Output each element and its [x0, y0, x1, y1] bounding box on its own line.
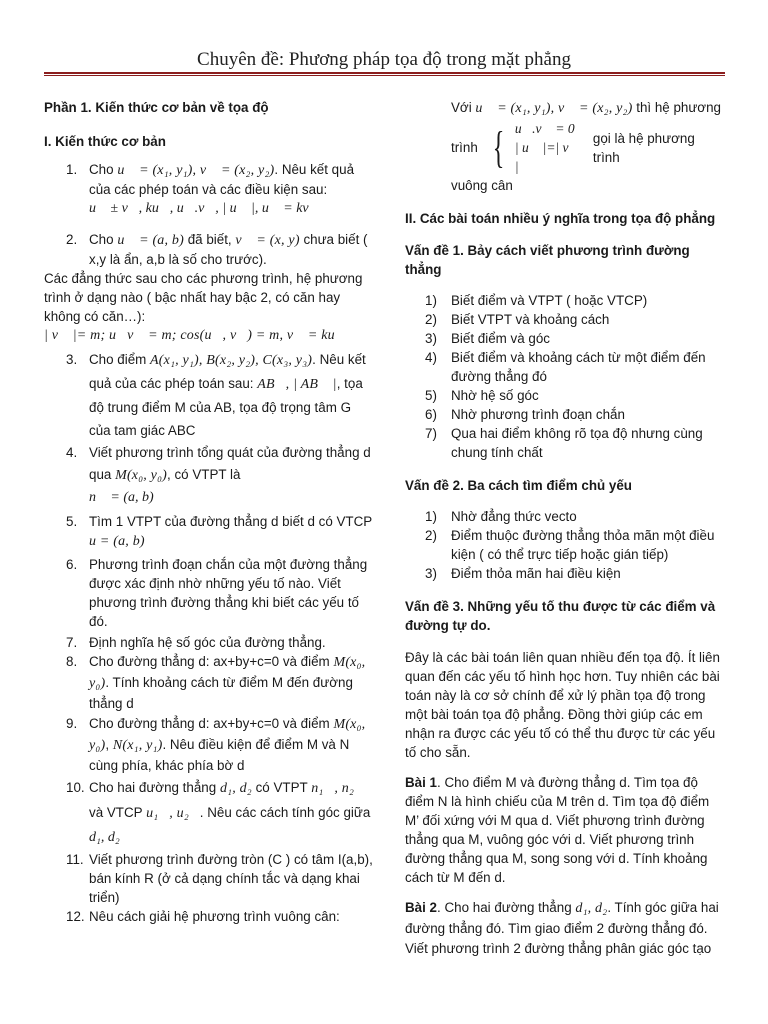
math-expression: n₁⃗, n₂⃗: [311, 781, 365, 796]
item-text: Cho điểm: [89, 352, 147, 367]
item-text: Điểm thuộc đường thẳng thỏa mãn một điều kiện ( có thể trực tiếp hoặc gián tiếp): [451, 528, 715, 562]
item-number: 8.: [66, 654, 78, 669]
math-expression: N(x₁, y₁): [112, 738, 163, 753]
item-text: Cho đường thẳng d: ax+by+c=0 và điểm: [89, 716, 330, 731]
item-text: . Nêu kết quả của các phép toán và các điều kiện sau:: [89, 162, 355, 197]
item-number: 3): [425, 331, 437, 346]
item-text: , tọa độ trung điểm M của AB, tọa độ trọng tâm G của tam giác ABC: [89, 376, 363, 438]
item-text: chưa biết ( x,y là ẩn, a,b là số cho trước).: [89, 232, 368, 267]
item-number: 4): [425, 350, 437, 365]
item-text: Cho hai đường thẳng: [89, 780, 217, 795]
item-text: . Nêu kết quả của các phép toán sau:: [89, 352, 366, 391]
item-text: Phương trình đoạn chắn của một đường thẳng được xác định nhờ những yếu tố nào. Viết phương trình đường thẳng khi biết các yếu tố đó.: [89, 557, 368, 629]
math-expression: d₁, d₂: [89, 830, 120, 845]
list-item: [44, 230, 374, 269]
item-text: Tìm 1 VTPT của đường thẳng d biết d có VTCP: [89, 514, 372, 529]
item-number: 12.: [66, 909, 85, 924]
list-item: [405, 329, 723, 348]
section1-title: I. Kiến thức cơ bản: [44, 134, 166, 149]
item-text: Viết phương trình tổng quát của đường thẳng d qua: [89, 445, 371, 482]
basic-knowledge-list: [44, 160, 374, 269]
item-number: 5): [425, 388, 437, 403]
list-item: [405, 507, 723, 526]
item-text: Biết điểm và khoảng cách từ một điểm đến đường thẳng đó: [451, 350, 706, 384]
list-item: [44, 850, 374, 907]
list-item: [405, 386, 723, 405]
item-number: 3): [425, 566, 437, 581]
item-number: 1.: [66, 162, 78, 177]
math-expression: u⃗ = (x₁, y₁), v⃗ = (x₂, y₂): [117, 163, 275, 178]
list-item: [44, 907, 374, 926]
item-text: . Nêu các cách tính góc giữa: [199, 805, 371, 820]
list-item: [405, 526, 723, 564]
list-item: [405, 310, 723, 329]
math-expression: u⃗ = (a, b): [117, 233, 184, 248]
exercise-text: . Cho hai đường thẳng: [437, 900, 572, 915]
item-text: Nhờ phương trình đoạn chắn: [451, 407, 625, 422]
issue2-list: [405, 507, 723, 583]
system-intro: [405, 98, 723, 195]
issue1-list: [405, 291, 723, 462]
exercise-text: . Tính góc giữa hai đường thẳng đó. Tìm giao điểm 2 đường thẳng đó. Viết phương trình 2 đường thẳng phân giác góc tạo: [405, 900, 719, 956]
item-number: 5.: [66, 514, 78, 529]
item-number: 1): [425, 293, 437, 308]
item-text: Nêu cách giải hệ phương trình vuông cân:: [89, 909, 340, 924]
list-item: [405, 348, 723, 386]
exercise-label: Bài 2: [405, 900, 438, 915]
item-number: 7.: [66, 635, 78, 650]
item-text: và VTCP: [89, 805, 143, 820]
list-item: [44, 348, 374, 442]
equation-system: [451, 119, 723, 176]
list-item: [44, 160, 374, 218]
left-column: [44, 98, 374, 926]
header-divider: [44, 72, 725, 76]
exercise-1: [405, 773, 723, 887]
list-item: [44, 652, 374, 714]
math-expression: u⃗ = (x₁, y₁), v⃗ = (x₂, y₂): [475, 101, 633, 116]
item-text: , có VTPT là: [167, 467, 241, 482]
item-number: 7): [425, 426, 437, 441]
math-expression: AB⃗, | AB⃗ |: [257, 377, 337, 392]
math-expression: A(x₁, y₁), B(x₂, y₂), C(x₃, y₃): [150, 353, 313, 368]
item-text: Biết điểm và góc: [451, 331, 550, 346]
item-text: . Tính khoảng cách từ điểm M đến đường thẳng d: [89, 675, 353, 711]
exercise-2: [405, 898, 723, 959]
math-expression: M(x₀, y₀): [89, 717, 366, 753]
basic-knowledge-list-cont: [44, 348, 374, 926]
item-number: 4.: [66, 445, 78, 460]
brace-symbol: {: [492, 122, 505, 172]
item-text: Với: [451, 100, 472, 115]
item-number: 6): [425, 407, 437, 422]
page-header-title: Chuyên đề: Phương pháp tọa độ trong mặt phẳng: [197, 49, 571, 70]
system-line: | u⃗ |=| v⃗ |: [514, 140, 580, 174]
item-number: 2.: [66, 232, 78, 247]
item-number: 6.: [66, 557, 78, 572]
item-text: Cho: [89, 232, 114, 247]
item-number: 9.: [66, 716, 78, 731]
math-expression: d₁, d₂: [219, 781, 252, 796]
right-column: [405, 98, 723, 959]
item-text: Định nghĩa hệ số góc của đường thẳng.: [89, 635, 326, 650]
item-text: Cho đường thẳng d: ax+by+c=0 và điểm: [89, 654, 330, 669]
list-item: [405, 405, 723, 424]
item-text: có VTPT: [255, 780, 308, 795]
item-text: trình: [451, 140, 478, 155]
item-text: vuông cân: [451, 178, 513, 193]
list-item: [44, 714, 374, 776]
item-text: Biết VTPT và khoảng cách: [451, 312, 610, 327]
item-number: 11.: [66, 852, 84, 867]
list-item: [405, 564, 723, 583]
math-expression: u = (a, b): [89, 534, 145, 549]
issue3-title: Vấn đề 3. Những yếu tố thu được từ các điểm và đường tự do.: [405, 599, 716, 633]
math-expression: u⃗ ± v⃗, ku⃗, u⃗.v⃗, | u⃗ |, u⃗ = kv⃗: [89, 201, 320, 216]
math-expression: M(x₀, y₀): [115, 468, 168, 483]
item-text: Nhờ hệ số góc: [451, 388, 539, 403]
item-number: 10.: [66, 780, 85, 795]
item-number: 2): [425, 312, 437, 327]
issue1-title: Vấn đề 1. Bảy cách viết phương trình đường thẳng: [405, 243, 690, 277]
item-number: 1): [425, 509, 437, 524]
math-expression: | v⃗ |= m; u⃗v⃗ = m; cos(u⃗, v⃗) = m, v⃗ = ku⃗: [44, 328, 346, 343]
item-text: . Nêu điều kiện để điểm M và N cùng phía, khác phía bờ d: [89, 737, 350, 773]
system-lines: [515, 119, 585, 176]
math-expression: M(x₀, y₀): [89, 655, 366, 691]
issue2-title: Vấn đề 2. Ba cách tìm điểm chủ yếu: [405, 478, 632, 493]
item-text: Viết phương trình đường tròn (C ) có tâm I(a,b), bán kính R (ở cả dạng chính tắc và dạng khai triển): [89, 852, 373, 905]
math-expression: u₁⃗, u₂⃗: [146, 806, 200, 821]
item-text: Nhờ đẳng thức vecto: [451, 509, 577, 524]
exercise-text: . Cho điểm M và đường thẳng d. Tìm tọa độ điểm N là hình chiếu của M trên d. Tìm tọa độ điểm M’ đối xứng với M qua d. Viết phương trình đường thẳng qua M, vuông góc với d. Viết phương trình đường thẳng qua M, song song với d. Tính khoảng cách từ M đến d.: [405, 775, 710, 885]
item-text: thì hệ phương: [636, 100, 721, 115]
item-text: đã biết,: [187, 232, 232, 247]
issue3-paragraph: Đây là các bài toán liên quan nhiều đến tọa độ. Ít liên quan đến các yếu tố hình học hơn. Tuy nhiên các bài toán này là cơ sở chính để xử lý phần tọa độ trong một bài toán tọa độ phẳng. Đồng thời giúp các em nhận ra được các yếu tố có thể thu được từ các yếu tố cho sẵn.: [405, 650, 720, 760]
math-expression: v⃗ = (x, y): [235, 233, 300, 248]
item-text: ,: [105, 737, 110, 752]
item-number: 3.: [66, 352, 78, 367]
item-text: Qua hai điểm không rõ tọa độ nhưng cùng chung tính chất: [451, 426, 703, 460]
system-line: u⃗.v⃗ = 0: [514, 121, 575, 136]
item2-continuation: Các đẳng thức sau cho các phương trình, hệ phương trình ở dạng nào ( bậc nhất hay bậc 2, có căn hay không có căn…):: [44, 271, 363, 324]
exercise-label: Bài 1: [405, 775, 438, 790]
section2-title: II. Các bài toán nhiều ý nghĩa trong tọa độ phẳng: [405, 211, 716, 226]
math-expression: n⃗ = (a, b): [89, 490, 154, 505]
list-item: [44, 512, 374, 551]
part1-title: Phần 1. Kiến thức cơ bản về tọa độ: [44, 100, 269, 115]
item-text: Biết điểm và VTPT ( hoặc VTCP): [451, 293, 648, 308]
list-item: [405, 424, 723, 462]
item-number: 2): [425, 528, 437, 543]
item-text: Điểm thỏa mãn hai điều kiện: [451, 566, 621, 581]
math-expression: d₁, d₂: [575, 901, 608, 916]
list-item: [405, 291, 723, 310]
list-item: [44, 555, 374, 631]
item-text: gọi là hệ phương trình: [592, 130, 695, 165]
list-item: [44, 776, 374, 850]
list-item: [44, 633, 374, 652]
item-text: Cho: [89, 162, 114, 177]
list-item: [44, 442, 374, 509]
